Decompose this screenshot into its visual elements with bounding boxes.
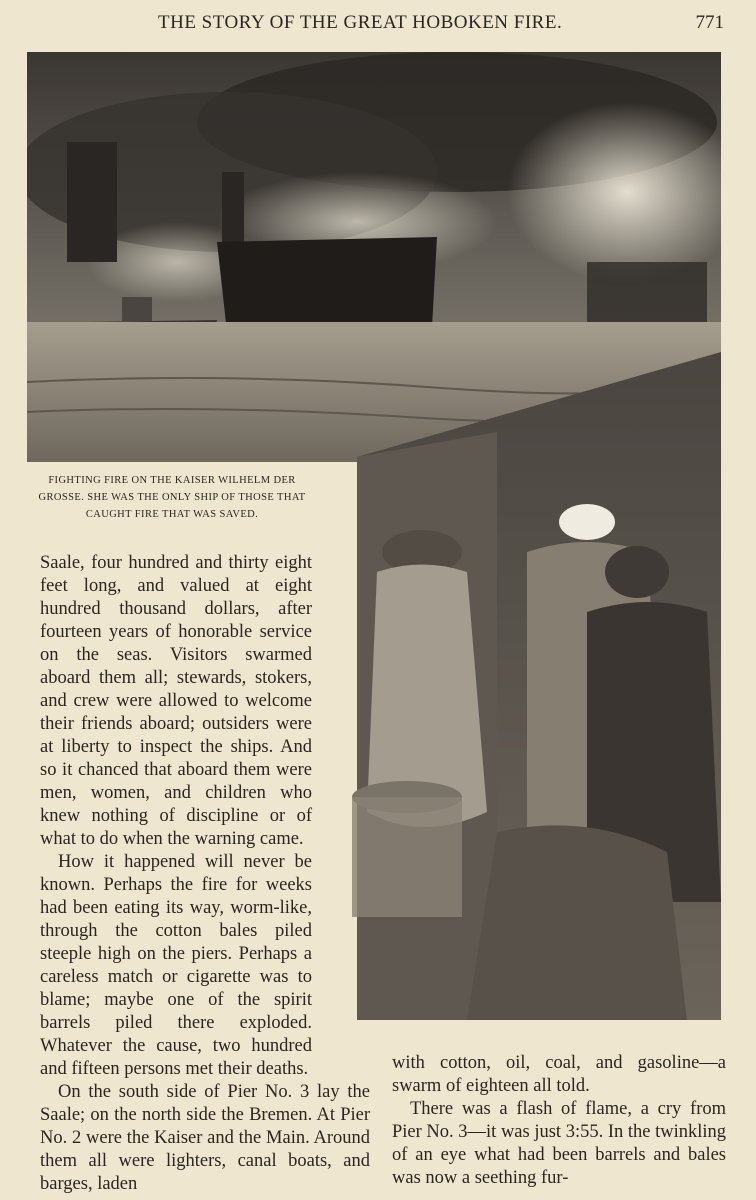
paragraph-how-it-happened: How it happened will never be known. Perhaps the fire for weeks had been eating its way, worm-like, through the cotton bales piled steeple high on the piers. Perhaps a careless match or cigarette was to blame; maybe one of the spirit barrels piled there exploded. Whatever the cause, two hundred and fifteen persons met their deaths.: [40, 852, 312, 1079]
right-column: [392, 1052, 726, 1190]
page-number: 771: [695, 12, 724, 33]
page-header: [0, 8, 756, 38]
left-column: [40, 552, 370, 1196]
running-title: THE STORY OF THE GREAT HOBOKEN FIRE.: [158, 12, 563, 33]
paragraph-pier-layout: On the south side of Pier No. 3 lay the Saale; on the north side the Bremen. At Pier No. 2 were the Kaiser and the Main. Around them all were lighters, canal boats, and barges, laden: [40, 1082, 370, 1194]
paragraph-laden-cargo: with cotton, oil, coal, and gasoline—a swarm of eighteen all told.: [392, 1053, 726, 1096]
illustration-caption: FIGHTING FIRE ON THE KAISER WILHELM DER GROSSE. SHE WAS THE ONLY SHIP OF THOSE THAT CAUGHT FIRE THAT WAS SAVED.: [38, 475, 306, 520]
paragraph-saale: Saale, four hundred and thirty eight feet long, and valued at eight hundred thousand dollars, after fourteen years of honorable service on the seas. Visitors swarmed aboard them all; stewards, stokers, and crew were allowed to welcome their friends aboard; outsiders were at liberty to inspect the ships. And so it chanced that aboard them were men, women, and children who knew nothing of discipline or of what to do when the warning came.: [40, 553, 312, 849]
paragraph-flash-of-flame: There was a flash of flame, a cry from Pier No. 3—it was just 3:55. In the twinkling of an eye what had been barrels and bales was now a seething fur-: [392, 1099, 727, 1188]
